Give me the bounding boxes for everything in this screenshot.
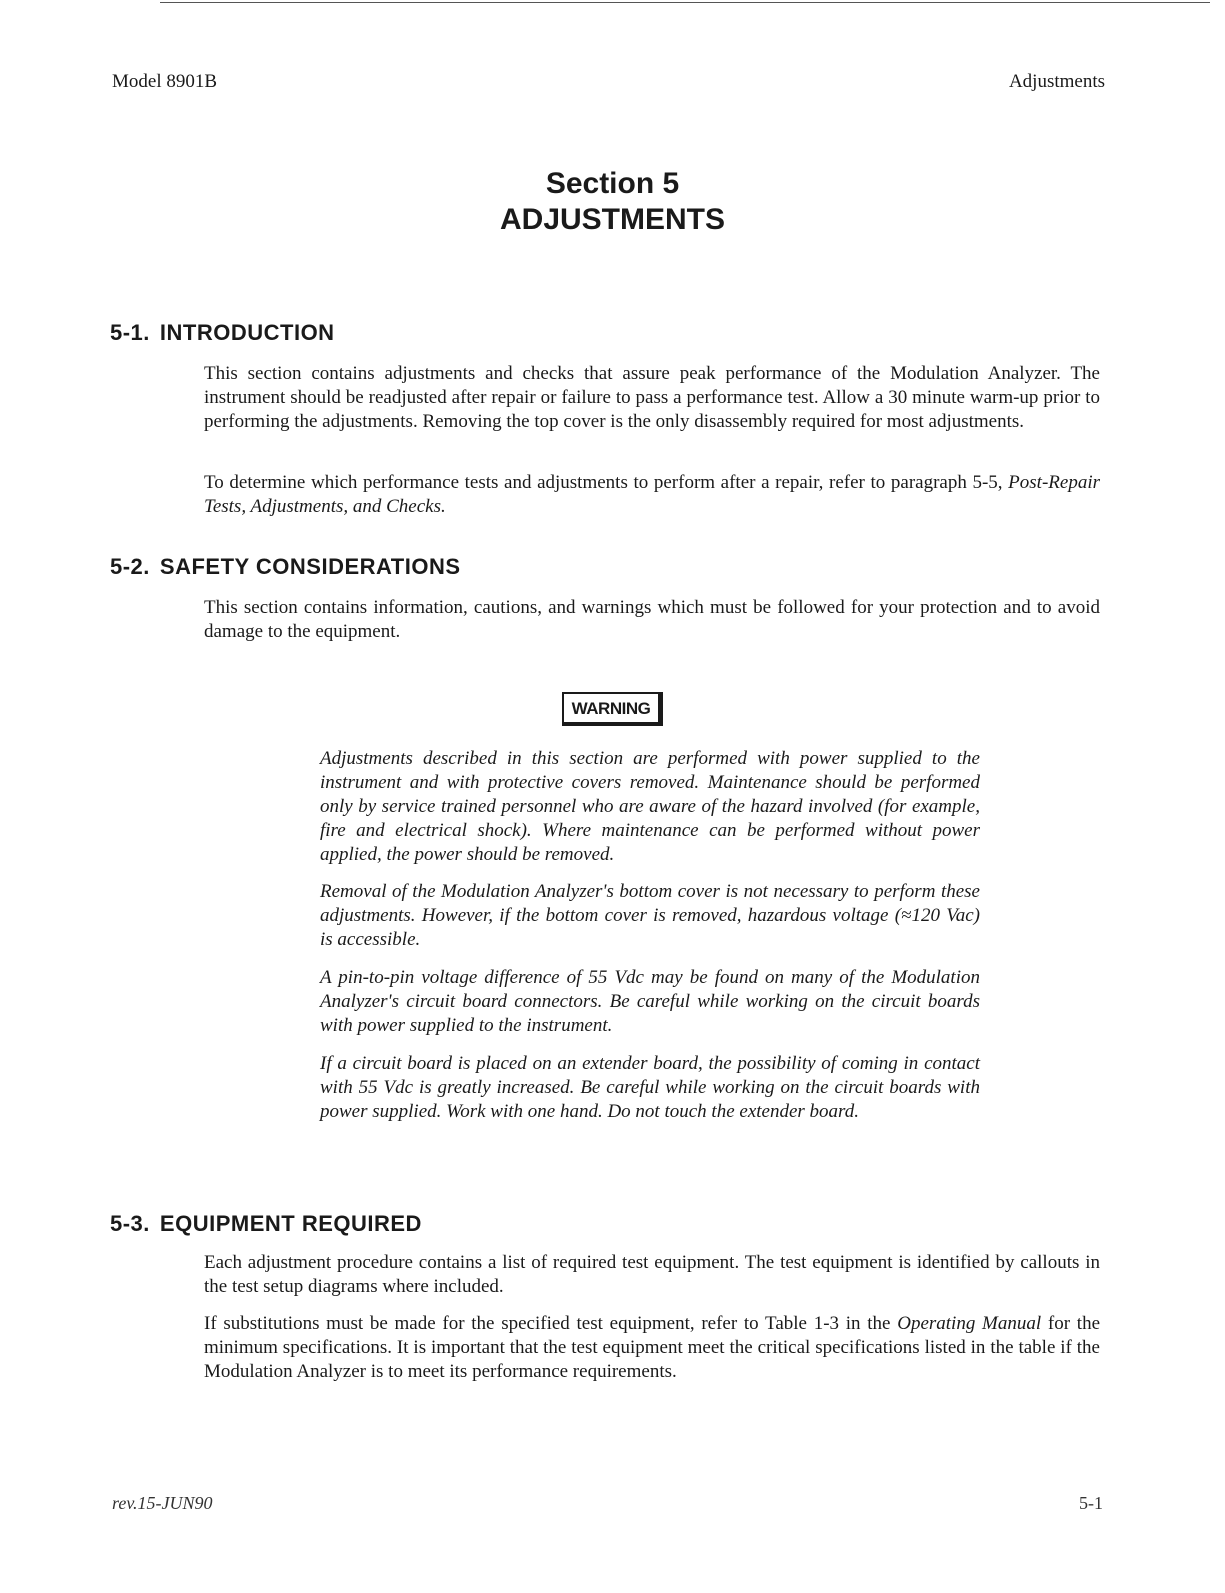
equipment-paragraph-2 bbox=[204, 1312, 1100, 1384]
warning-paragraph-3: A pin-to-pin voltage difference of 55 Vdc may be found on many of the Modulation Analyzer's circuit board connectors. Be careful while working on the circuit boards with power supplied to the instrument. bbox=[320, 967, 980, 1036]
warning-paragraph-4: If a circuit board is placed on an extender board, the possibility of coming in contact with 55 Vdc is greatly increased. Be careful while working on the circuit boards with power supplied. Work with one hand. Do not touch the extender board. bbox=[320, 1053, 980, 1122]
intro-paragraph-2-reference: Post-Repair Tests, Adjustments, and Checks. bbox=[204, 472, 1100, 517]
top-rule bbox=[160, 2, 1210, 3]
warning-label-wrap bbox=[0, 692, 1225, 726]
footer-page-number: 5-1 bbox=[1079, 1493, 1103, 1513]
heading-number: 5-1. bbox=[110, 320, 150, 345]
equipment-paragraph-2-manual: Operating Manual bbox=[897, 1313, 1042, 1334]
heading-equipment bbox=[110, 1211, 422, 1237]
section-title bbox=[0, 166, 1225, 238]
warning-paragraph-1: Adjustments described in this section are performed with power supplied to the instrument and with protective covers removed. Maintenance should be performed only by service trained personnel who are aware of the hazard involved (for example, fire and electrical shock). Where maintenance can be performed without power applied, the power should be removed. bbox=[320, 748, 980, 865]
heading-number: 5-3. bbox=[110, 1211, 150, 1236]
equipment-paragraph-1: Each adjustment procedure contains a list of required test equipment. The test equipment is identified by callouts in the test setup diagrams where included. bbox=[204, 1252, 1100, 1297]
footer-revision: rev.15-JUN90 bbox=[112, 1493, 213, 1513]
intro-paragraph-2 bbox=[204, 471, 1100, 519]
running-header-section: Adjustments bbox=[1008, 71, 1105, 92]
section-number: Section 5 bbox=[545, 167, 680, 200]
heading-title: INTRODUCTION bbox=[159, 320, 335, 345]
equipment-paragraph-2-end: for the minimum specifications. It is important that the test equipment meet the critical specifications listed in the table if the Modulation Analyzer is to meet its performance requirements. bbox=[204, 1313, 1101, 1382]
heading-number: 5-2. bbox=[110, 554, 150, 579]
heading-safety bbox=[110, 554, 461, 580]
safety-paragraph: This section contains information, cautions, and warnings which must be followed for your protection and to avoid damage to the equipment. bbox=[204, 597, 1100, 642]
heading-title: EQUIPMENT REQUIRED bbox=[159, 1211, 422, 1236]
warning-label: WARNING bbox=[562, 692, 664, 726]
section-name: ADJUSTMENTS bbox=[499, 203, 725, 236]
intro-paragraph-1: This section contains adjustments and checks that assure peak performance of the Modulation Analyzer. The instrument should be readjusted after repair or failure to pass a performance test. Allow a 30 minute warm-up prior to performing the adjustments. Removing the top cover is the only disassembly required for most adjustments. bbox=[204, 363, 1100, 432]
intro-paragraph-2-text: To determine which performance tests and adjustments to perform after a repair, refer to paragraph 5-5, bbox=[204, 472, 1003, 493]
running-header-model: Model 8901B bbox=[112, 71, 218, 92]
heading-introduction bbox=[110, 320, 335, 346]
heading-title: SAFETY CONSIDERATIONS bbox=[159, 554, 461, 579]
equipment-paragraph-2-start: If substitutions must be made for the specified test equipment, refer to Table 1-3 in the bbox=[204, 1313, 891, 1334]
warning-paragraph-2: Removal of the Modulation Analyzer's bottom cover is not necessary to perform these adjustments. However, if the bottom cover is removed, hazardous voltage (≈120 Vac) is accessible. bbox=[320, 881, 980, 950]
